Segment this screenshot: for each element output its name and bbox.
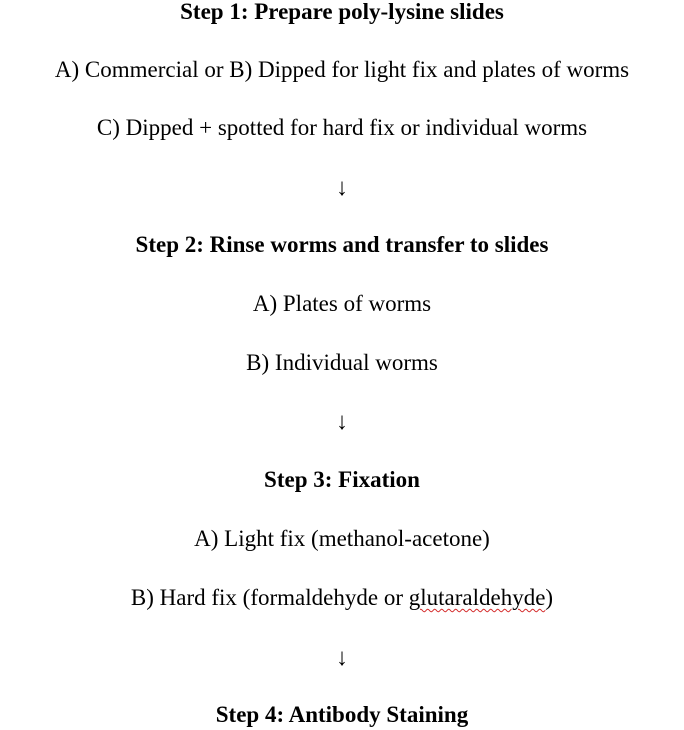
down-arrow-icon: ↓ bbox=[336, 645, 348, 671]
step-2-option-a: A) Plates of worms bbox=[252, 291, 432, 316]
step-2-title: Step 2: Rinse worms and transfer to slides bbox=[135, 232, 549, 257]
down-arrow-icon: ↓ bbox=[336, 175, 348, 201]
step-2-option-b: B) Individual worms bbox=[246, 350, 438, 375]
step-4-title: Step 4: Antibody Staining bbox=[215, 702, 469, 727]
step-3-option-a: A) Light fix (methanol-acetone) bbox=[194, 526, 490, 551]
step-3-title: Step 3: Fixation bbox=[264, 467, 420, 492]
spellcheck-flagged-word[interactable]: glutaraldehyde bbox=[408, 585, 546, 610]
step-1-option-c: C) Dipped + spotted for hard fix or individual worms bbox=[96, 115, 588, 140]
step-1-option-ab: A) Commercial or B) Dipped for light fix and plates of worms bbox=[54, 57, 630, 82]
step-3-option-b bbox=[0, 584, 684, 612]
step-3-option-b-suffix: ) bbox=[545, 585, 554, 610]
step-1-title: Step 1: Prepare poly-lysine slides bbox=[180, 0, 504, 24]
down-arrow-icon: ↓ bbox=[336, 409, 348, 435]
step-3-option-b-prefix: B) Hard fix (formaldehyde or bbox=[130, 585, 409, 610]
